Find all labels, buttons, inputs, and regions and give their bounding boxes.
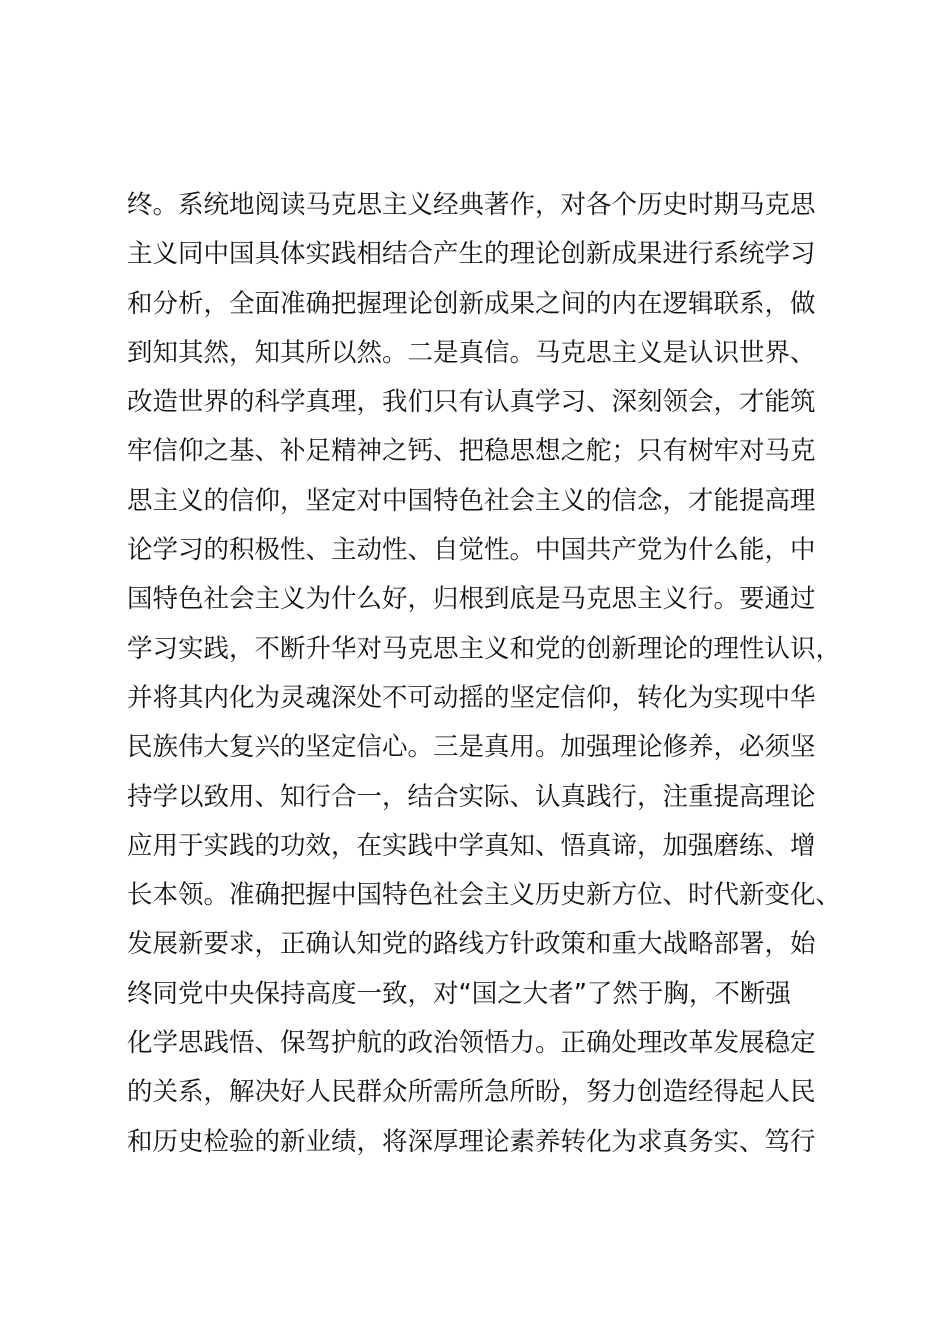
text-line-2: 主义同中国具体实践相结合产生的理论创新成果进行系统学习 xyxy=(127,239,816,270)
text-line-14: 应用于实践的功效，在实践中学真知、悟真谛，加强磨练、增 xyxy=(127,830,816,861)
text-line-9: 国特色社会主义为什么好，归根到底是马克思主义行。要通过 xyxy=(127,584,816,615)
text-line-3: 和分析，全面准确把握理论创新成果之间的内在逻辑联系，做 xyxy=(127,288,816,319)
body-text xyxy=(127,181,847,1167)
text-line-19: 的关系，解决好人民群众所需所急所盼，努力创造经得起人民 xyxy=(127,1077,816,1108)
text-line-16: 发展新要求，正确认知党的路线方针政策和重大战略部署，始 xyxy=(127,929,816,960)
text-line-8: 论学习的积极性、主动性、自觉性。中国共产党为什么能，中 xyxy=(127,535,816,566)
text-line-18: 化学思践悟、保驾护航的政治领悟力。正确处理改革发展稳定 xyxy=(127,1028,816,1059)
text-line-13: 持学以致用、知行合一，结合实际、认真践行，注重提高理论 xyxy=(127,781,816,812)
text-line-15: 长本领。准确把握中国特色社会主义历史新方位、时代新变化、 xyxy=(127,880,842,911)
text-line-7: 思主义的信仰，坚定对中国特色社会主义的信念，才能提高理 xyxy=(127,485,816,516)
text-line-10: 学习实践，不断升华对马克思主义和党的创新理论的理性认识， xyxy=(127,633,842,664)
text-line-11: 并将其内化为灵魂深处不可动摇的坚定信仰，转化为实现中华 xyxy=(127,682,816,713)
text-line-12: 民族伟大复兴的坚定信心。三是真用。加强理论修养，必须坚 xyxy=(127,732,816,763)
text-line-4: 到知其然，知其所以然。二是真信。马克思主义是认识世界、 xyxy=(127,337,816,368)
text-line-5: 改造世界的科学真理，我们只有认真学习、深刻领会，才能筑 xyxy=(127,387,816,418)
text-line-1: 终。系统地阅读马克思主义经典著作，对各个历史时期马克思 xyxy=(127,190,816,220)
text-line-17: 终同党中央保持高度一致，对“国之大者”了然于胸，不断强 xyxy=(127,978,791,1009)
text-line-20: 和历史检验的新业绩，将深厚理论素养转化为求真务实、笃行 xyxy=(127,1126,816,1157)
text-line-6: 牢信仰之基、补足精神之钙、把稳思想之舵；只有树牢对马克 xyxy=(127,436,816,467)
